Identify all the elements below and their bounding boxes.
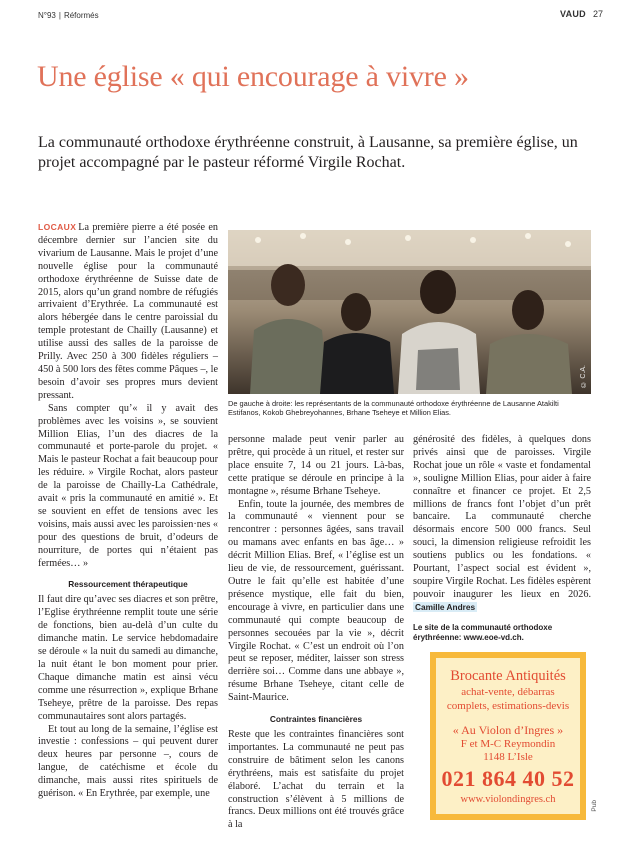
- pub-label: Pub: [591, 800, 598, 812]
- ad-title: Brocante Antiquités: [450, 668, 566, 684]
- paragraph: personne malade peut venir parler au prêtre, qui procède à un rituel, et rester sur place ensuite 7, 14 ou 21 jours. Là-bas, cette pratique se déroule en principe à la montagne », résume Brhane Tseheye.: [228, 434, 404, 497]
- ad-shop-name: « Au Violon d’Ingres »: [452, 723, 564, 737]
- article-column-1: [38, 222, 218, 801]
- header-separator: |: [58, 11, 61, 20]
- paragraph: [38, 222, 218, 403]
- paragraph: Sans compter qu’« il y avait des problèmes avec les voisins », se souvient Million Elias, l’un des diacres de la communauté et porte-parole du projet. « Mais le pasteur Rochat a fait beaucoup pour les réduire. » Virgile Rochat, alors pasteur de la paroisse de Chailly-La Cathédrale, avait « pris la communauté en amitié ». Et se souvient en effet de tensions avec les voisins, mais aussi avec les paroissien·nes « pour des questions de bruit, d’odeurs de nourriture, de portes qui n’étaient pas fermées… »: [38, 402, 218, 569]
- ad-line: complets, estimations-devis: [446, 700, 570, 712]
- photo-credit: © C.A.: [580, 365, 587, 388]
- ad-phone: 021 864 40 52: [441, 766, 575, 791]
- paragraph: Et tout au long de la semaine, l’église est investie : confessions – qui peuvent durer deux heures par personne –, cours de langue, de catéchisme et école du dimanche, mais aussi rites spirituels de guérison. « En Erythrée, par exemple, une: [38, 723, 218, 800]
- publication-name: Réformés: [63, 11, 99, 20]
- page-number: 27: [592, 9, 603, 19]
- ad-owners: F et M-C Reymondin: [460, 738, 556, 750]
- subheading: Ressourcement thérapeutique: [68, 579, 188, 590]
- article-photo: [228, 230, 591, 394]
- photo-illustration: [228, 230, 591, 394]
- paragraph: Reste que les contraintes financières sont importantes. La communauté ne peut pas construire de bâtiment selon les canons érythréens, mais est satisfaite du projet élaboré. L’achat du terrain et la construction s’élèvent à 5 millions de francs. Deux millions ont été trouvés grâce à la: [228, 729, 404, 831]
- ad-website-link[interactable]: www.violondingres.ch: [460, 794, 556, 805]
- issue-info: [38, 11, 99, 20]
- paragraph: Il faut dire qu’avec ses diacres et son prêtre, l’Eglise érythréenne remplit toute une série de fonctions, bien au-delà d’un culte du dimanche matin. Le service hebdomadaire se déroule « la nuit du samedi au dimanche, la nuit étant le bon moment pour prier. Chaque dimanche matin est ainsi vécu comme une résurrection », explique Brhane Tseheye, prêtre de la paroisse. Des repas communautaires sont alors partagés.: [38, 594, 218, 722]
- info-note: Le site de la communauté orthodoxe érythréenne: www.eoe-vd.ch.: [413, 623, 553, 642]
- advertisement[interactable]: [430, 652, 586, 820]
- article-column-2: [228, 434, 404, 832]
- ad-town: 1148 L’Isle: [483, 751, 533, 763]
- paragraph-text: générosité des fidèles, à quelques dons privés ainsi que de paroisses. Virgile Rochat joue un rôle « vaste et fondamental », souligne Million Elias, pour aider à faire connaître et financer ce projet. Et 2,5 millions de francs font l’objet d’un prêt bancaire. La communauté cherche désormais encore 500 000 francs. Seul souci, la dimension religieuse refroidit les soutiens publics ou les fondations. « Pourtant, l’aspect social est évident », soupire Virgile Rochat. Les fidèles espèrent pouvoir inaugurer les lieux en 2026.: [413, 434, 591, 600]
- paragraph: [413, 434, 591, 615]
- article-lead: La communauté orthodoxe érythréenne construit, à Lausanne, sa première église, un projet accompagné par le pasteur réformé Virgile Rochat.: [38, 134, 578, 171]
- page-header: [0, 0, 625, 26]
- section-info: [560, 9, 603, 19]
- author-name: Camille Andres: [415, 601, 476, 612]
- section-name: VAUD: [559, 9, 586, 19]
- article-title: Une église « qui encourage à vivre »: [37, 60, 469, 93]
- article-column-3: [413, 434, 591, 615]
- subheading: Contraintes financières: [269, 714, 363, 725]
- paragraph-text: La première pierre a été posée en décembre dernier sur l’ancien site du vivarium de Lausanne. Mais le projet d’une nouvelle église pour la communauté orthodoxe érythréenne de Suisse date de 2015, alors qu’un grand nombre de réfugiés arrivaient d’Erythrée. La communauté est alors hébergée dans le centre paroissial du temple protestant de Chailly (Lausanne) et utilise aussi des salles de la paroisse de Prilly. Avec 250 à 300 fidèles réguliers – 450 à 500 lors des fêtes comme Pâques –, le besoin d’avoir ses propres murs devient pressant.: [38, 222, 218, 401]
- topic-tag: LOCAUX: [38, 222, 77, 232]
- photo-caption: De gauche à droite: les représentants de la communauté orthodoxe érythréenne de Lausanne Atakilti Estifanos, Kokob Ghebreyohannes, Brhane Tseheye et Million Elias.: [228, 399, 559, 417]
- ad-line: achat-vente, débarras: [461, 686, 555, 698]
- issue-number: N°93: [38, 11, 56, 20]
- paragraph: Enfin, toute la journée, des membres de la communauté « viennent pour se rencontrer : personnes âgées, sans travail ou mamans avec enfants en bas âge… » décrit Million Elias. Bref, « l’église est un lieu de vie, de ressourcement, guérissant. Outre le fait qu’elle est habitée d’une présence mystique, elle fait du bien, encourage à vivre, en particulier dans une communauté qui compte beaucoup de personnes secouées par la vie », décrit Virgile Rochat. « C’est un endroit où l’on peut se reposer, méditer, laisser son stress derrière soi… Comme dans une abbaye », résume Brhane Tseheye, citant celle de Saint-Maurice.: [228, 498, 404, 704]
